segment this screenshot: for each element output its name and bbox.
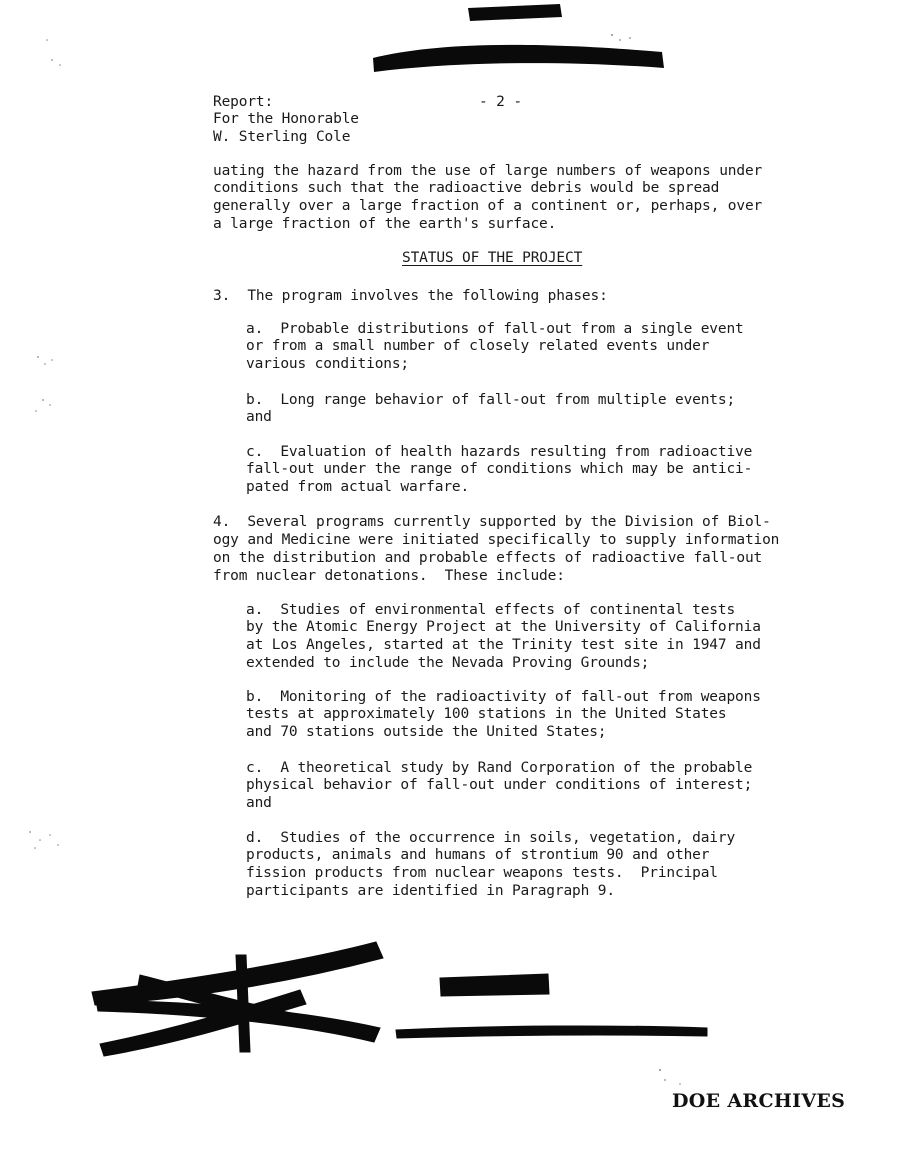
- para4-item-c-line: and: [246, 795, 272, 811]
- redaction-scribble-bottom: [92, 942, 707, 1056]
- para3-item-b-line: and: [246, 409, 272, 425]
- section-heading: STATUS OF THE PROJECT: [402, 250, 583, 266]
- para4-item-c-line: c. A theoretical study by Rand Corporation of the probable: [246, 760, 753, 776]
- archive-stamp: DOE ARCHIVES: [672, 1090, 846, 1112]
- para4-item-a-line: by the Atomic Energy Project at the University of California: [246, 619, 761, 635]
- para3-item-b-line: b. Long range behavior of fall-out from multiple events;: [246, 392, 736, 408]
- para4-item-d-line: d. Studies of the occurrence in soils, vegetation, dairy: [246, 830, 736, 846]
- intro-line: generally over a large fraction of a continent or, perhaps, over: [213, 198, 763, 214]
- para4-item-d-line: fission products from nuclear weapons tests. Principal: [246, 865, 718, 881]
- para4-intro-line: 4. Several programs currently supported by the Division of Biol-: [213, 514, 771, 530]
- para4-item-a-line: extended to include the Nevada Proving Grounds;: [246, 655, 650, 671]
- intro-line: uating the hazard from the use of large numbers of weapons under: [213, 163, 763, 179]
- para3-item-c-line: fall-out under the range of conditions which may be antici-: [246, 461, 753, 477]
- page-number: - 2 -: [479, 94, 522, 110]
- para4-item-d-line: products, animals and humans of strontium 90 and other: [246, 847, 710, 863]
- para3-item-a-line: various conditions;: [246, 356, 410, 372]
- para4-intro-line: ogy and Medicine were initiated specifically to supply information: [213, 532, 780, 548]
- para4-item-b-line: and 70 stations outside the United States;: [246, 724, 607, 740]
- intro-line: conditions such that the radioactive debris would be spread: [213, 180, 720, 196]
- para4-item-b-line: b. Monitoring of the radioactivity of fall-out from weapons: [246, 689, 761, 705]
- para4-item-a-line: at Los Angeles, started at the Trinity test site in 1947 and: [246, 637, 761, 653]
- addressee-line-1: Report:: [213, 94, 274, 110]
- intro-line: a large fraction of the earth's surface.: [213, 216, 557, 232]
- para3-item-c-line: pated from actual warfare.: [246, 479, 470, 495]
- redaction-bar-top-small: [468, 4, 562, 21]
- addressee-line-3: W. Sterling Cole: [213, 129, 351, 145]
- para3-intro: 3. The program involves the following phases:: [213, 288, 608, 304]
- para3-item-a-line: a. Probable distributions of fall-out from a single event: [246, 321, 744, 337]
- addressee-line-2: For the Honorable: [213, 111, 359, 127]
- para3-item-a-line: or from a small number of closely related events under: [246, 338, 710, 354]
- para3-item-c-line: c. Evaluation of health hazards resulting from radioactive: [246, 444, 753, 460]
- para4-intro-line: from nuclear detonations. These include:: [213, 568, 565, 584]
- para4-item-d-line: participants are identified in Paragraph 9.: [246, 883, 615, 899]
- para4-intro-line: on the distribution and probable effects of radioactive fall-out: [213, 550, 763, 566]
- redaction-bar-top-wide: [373, 45, 664, 72]
- para4-item-b-line: tests at approximately 100 stations in the United States: [246, 706, 727, 722]
- para4-item-a-line: a. Studies of environmental effects of continental tests: [246, 602, 736, 618]
- para4-item-c-line: physical behavior of fall-out under conditions of interest;: [246, 777, 753, 793]
